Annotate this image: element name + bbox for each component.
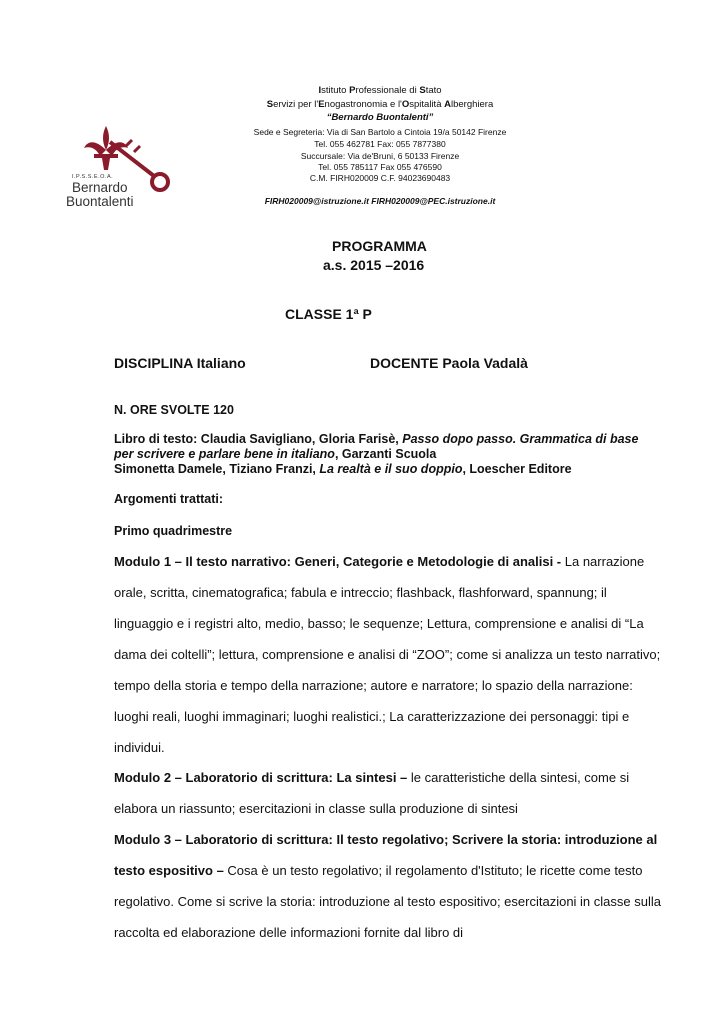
- textbook-block: [114, 432, 654, 477]
- header-line2: [230, 98, 530, 111]
- header-line1: [230, 84, 530, 97]
- docente: DOCENTE Paola Vadalà: [370, 355, 528, 371]
- book1-title: Passo dopo passo. Grammatica di base per scrivere e parlare bene in italiano: [114, 432, 639, 461]
- initial-o: O: [401, 99, 410, 110]
- module-1: [114, 546, 662, 763]
- textbook-prefix: Libro di testo: Claudia Savigliano, Gloria Farisè,: [114, 432, 403, 446]
- header-phone1: Tel. 055 462781 Fax: 055 7877380: [314, 139, 446, 149]
- logo-small-text: I.P.S.S.E.O.A.: [72, 174, 114, 180]
- module-2-text: le caratteristiche della sintesi, come si elabora un riassunto; esercitazioni in classe sulla produzione di sintesi: [114, 770, 630, 816]
- school-name: “Bernardo Buontalenti”: [326, 112, 434, 123]
- header-address: Sede e Segreteria: Via di San Bartolo a Cintoia 19/a 50142 Firenze: [253, 127, 507, 137]
- initial-e: E: [318, 99, 325, 110]
- header-line1-part1: stituto: [321, 85, 350, 96]
- book1-publisher: , Garzanti Scuola: [334, 447, 437, 461]
- initial-p: P: [349, 85, 356, 96]
- initial-s: S: [419, 85, 426, 96]
- logo-name-line1: Bernardo: [72, 180, 128, 195]
- header-phone2: Tel. 055 785117 Fax 055 476590: [318, 162, 442, 172]
- book2-title: La realtà e il suo doppio: [319, 462, 463, 476]
- header-emails: FIRH020009@istruzione.it FIRH020009@PEC.istruzione.it: [264, 196, 496, 206]
- title-classe: CLASSE 1ª P: [285, 306, 372, 322]
- module-3-text: Cosa è un testo regolativo; il regolamento d'Istituto; le ricette come testo regolativo. Come si scrive la storia: introduzione al testo espositivo; esercitazioni in classe sulla raccolta ed elaborazione delle informazioni fornite dal libro di: [114, 863, 661, 940]
- header-codes: C.M. FIRH020009 C.F. 94023690483: [309, 173, 451, 183]
- ore-svolte: N. ORE SVOLTE 120: [114, 403, 234, 417]
- logo-name-line2: Buontalenti: [66, 194, 134, 209]
- title-year: a.s. 2015 –2016: [323, 257, 425, 273]
- quadrimestre-heading: Primo quadrimestre: [114, 524, 233, 538]
- module-1-text: La narrazione orale, scritta, cinematografica; fabula e intreccio; flashback, flashforward, spannung; il linguaggio e i registri alto, medio, basso; le sequenze; Lettura, comprensione e analisi di “La dama dei coltelli”; lettura, comprensione e analisi di “ZOO”; come si analizza un testo narrativo; tempo della storia e tempo della narrazione; autore e narratore; lo spazio della narrazione: luoghi reali, luoghi immaginari; luoghi realistici.; La caratterizzazione dei personaggi: tipi e individui.: [114, 554, 661, 755]
- module-2: [114, 762, 662, 824]
- header-line2-part3: spitalità: [409, 99, 445, 110]
- school-logo: [66, 118, 178, 218]
- book2-publisher: , Loescher Editore: [462, 462, 572, 476]
- header-line2-part2: nogastronomia e l': [324, 99, 402, 110]
- initial-i: I: [318, 85, 322, 96]
- initial-a: A: [444, 99, 451, 110]
- header-line2-part4: lberghiera: [451, 99, 494, 110]
- header-line1-part3: tato: [425, 85, 442, 96]
- textbook-line3-prefix: Simonetta Damele, Tiziano Franzi,: [114, 462, 320, 476]
- fleur-de-lis-key-icon: [66, 118, 178, 218]
- initial-s2: S: [266, 99, 274, 110]
- module-3: [114, 824, 662, 948]
- title-programma: PROGRAMMA: [332, 238, 427, 254]
- module-2-title: Modulo 2 – Laboratorio di scrittura: La sintesi –: [114, 770, 411, 785]
- argomenti-heading: Argomenti trattati:: [114, 492, 224, 506]
- module-3-title: Modulo 3 – Laboratorio di scrittura: Il testo regolativo; Scrivere la storia: introduzione al testo espositivo –: [114, 832, 658, 878]
- header-branch: Succursale: Via de'Bruni, 6 50133 Firenze: [300, 151, 460, 161]
- disciplina: DISCIPLINA Italiano: [114, 355, 246, 371]
- module-1-title: Modulo 1 – Il testo narrativo: Generi, Categorie e Metodologie di analisi -: [114, 554, 565, 569]
- header-line2-part1: ervizi per l': [273, 99, 319, 110]
- header-line1-part2: rofessionale di: [355, 85, 420, 96]
